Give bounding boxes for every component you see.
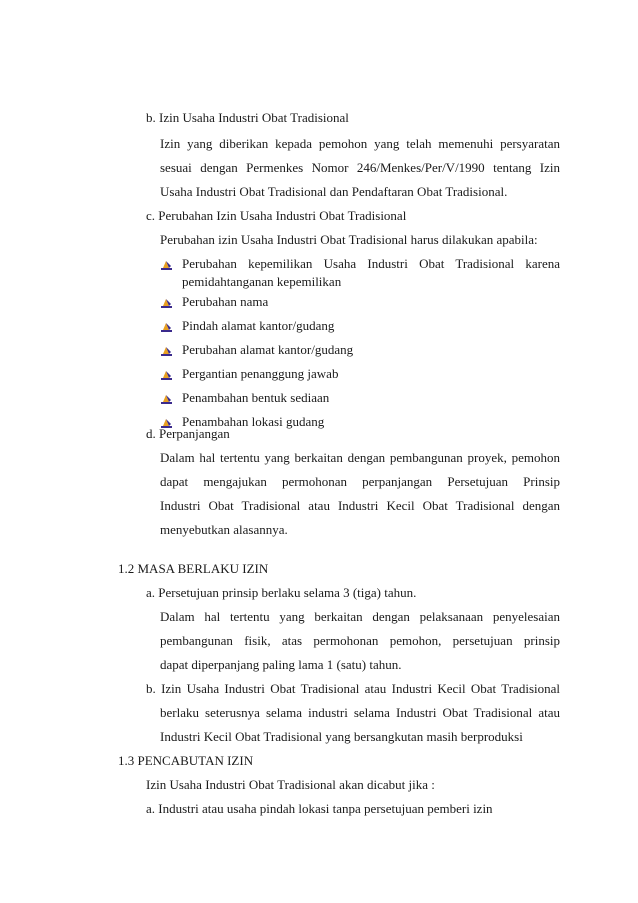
section-b-line-1: Izin yang diberikan kepada pemohon yang telah memenuhi persyaratan xyxy=(160,136,560,151)
section-c-heading: c. Perubahan Izin Usaha Industri Obat Tradisional xyxy=(146,208,407,223)
arrow-bullet-icon xyxy=(160,392,173,404)
section-d-heading: d. Perpanjangan xyxy=(146,426,230,441)
section-d-line-1: Dalam hal tertentu yang berkaitan dengan pembangunan proyek, pemohon xyxy=(160,450,560,465)
section-1-2-item-a-line-2: pembangunan fisik, atas permohonan pemohon, persetujuan prinsip xyxy=(160,633,560,648)
section-c-bullet-1-line-2: pemidahtanganan kepemilikan xyxy=(182,274,342,289)
arrow-bullet-icon xyxy=(160,320,173,332)
section-1-2-item-b-line-1: b. Izin Usaha Industri Obat Tradisional atau Industri Kecil Obat Tradisional xyxy=(146,681,560,696)
section-1-2-item-b-line-2: berlaku seterusnya selama industri selama Industri Obat Tradisional atau xyxy=(160,705,560,720)
section-b-line-3: Usaha Industri Obat Tradisional dan Pendaftaran Obat Tradisional. xyxy=(160,184,508,199)
section-d-line-3: Industri Obat Tradisional atau Industri Kecil Obat Tradisional dengan xyxy=(160,498,560,513)
section-c-intro: Perubahan izin Usaha Industri Obat Tradisional harus dilakukan apabila: xyxy=(160,232,538,247)
arrow-bullet-icon xyxy=(160,368,173,380)
section-c-bullet-1-line-1: Perubahan kepemilikan Usaha Industri Obat Tradisional karena xyxy=(182,256,560,271)
section-d-line-2: dapat mengajukan permohonan perpanjangan Persetujuan Prinsip xyxy=(160,474,560,489)
section-c-bullet-4-line-1: Perubahan alamat kantor/gudang xyxy=(182,342,354,357)
section-c-bullet-6-line-1: Penambahan bentuk sediaan xyxy=(182,390,330,405)
section-b-line-2: sesuai dengan Permenkes Nomor 246/Menkes/Per/V/1990 tentang Izin xyxy=(160,160,560,175)
section-c-bullet-7-line-1: Penambahan lokasi gudang xyxy=(182,414,325,429)
section-1-2-heading: 1.2 MASA BERLAKU IZIN xyxy=(118,561,269,576)
section-c-bullet-2-line-1: Perubahan nama xyxy=(182,294,269,309)
section-1-3-heading: 1.3 PENCABUTAN IZIN xyxy=(118,753,254,768)
section-1-3-intro: Izin Usaha Industri Obat Tradisional akan dicabut jika : xyxy=(146,777,435,792)
section-1-2-item-a-line-1: Dalam hal tertentu yang berkaitan dengan pelaksanaan penyelesaian xyxy=(160,609,560,624)
arrow-bullet-icon xyxy=(160,296,173,308)
arrow-bullet-icon xyxy=(160,344,173,356)
section-1-2-item-a: a. Persetujuan prinsip berlaku selama 3 (tiga) tahun. xyxy=(146,585,417,600)
section-c-bullet-3-line-1: Pindah alamat kantor/gudang xyxy=(182,318,335,333)
section-1-2-item-b-line-3: Industri Kecil Obat Tradisional yang bersangkutan masih berproduksi xyxy=(160,729,523,744)
section-1-2-item-a-line-3: dapat diperpanjang paling lama 1 (satu) tahun. xyxy=(160,657,402,672)
arrow-bullet-icon xyxy=(160,258,173,270)
section-c-bullet-5-line-1: Pergantian penanggung jawab xyxy=(182,366,339,381)
section-b-heading: b. Izin Usaha Industri Obat Tradisional xyxy=(146,110,349,125)
section-1-3-item-a: a. Industri atau usaha pindah lokasi tanpa persetujuan pemberi izin xyxy=(146,801,493,816)
section-d-line-4: menyebutkan alasannya. xyxy=(160,522,288,537)
